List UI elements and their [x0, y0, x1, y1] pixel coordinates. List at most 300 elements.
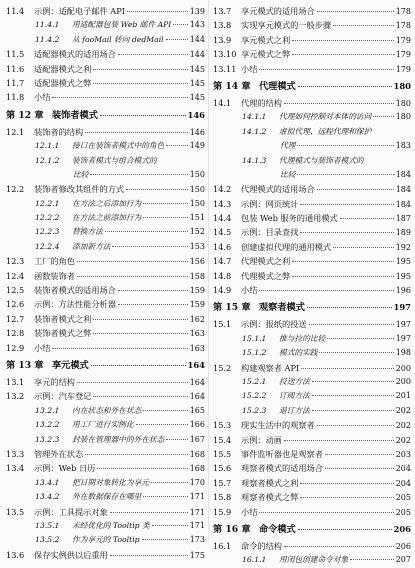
chapter-entry[interactable] — [213, 297, 411, 317]
entry-number: 13.3 — [6, 448, 25, 459]
dot-leader — [93, 83, 187, 84]
entry-page-number: 145 — [189, 64, 205, 74]
dot-leader — [143, 203, 188, 204]
entry-page-number: 145 — [189, 93, 205, 103]
entry-number: 15.9 — [213, 506, 232, 517]
entry-number: 11.5 — [6, 49, 25, 60]
dot-leader — [152, 525, 188, 526]
entry-number: 14.2 — [213, 184, 232, 195]
dot-leader — [298, 86, 392, 87]
entry-number: 14.5 — [213, 227, 232, 238]
entry-title: 小结 — [241, 506, 258, 517]
toc-entry[interactable] — [213, 168, 411, 182]
dot-leader — [100, 115, 186, 116]
dot-leader — [298, 529, 392, 530]
entry-title: 适配器模式的适用场合 — [34, 49, 116, 60]
dot-leader — [166, 145, 187, 146]
entry-number: 13.11 — [213, 63, 237, 74]
entry-page-number: 173 — [189, 535, 205, 545]
entry-page-number: 184 — [395, 185, 411, 195]
entry-page-number: 179 — [395, 64, 411, 74]
toc-entry[interactable] — [6, 62, 205, 76]
dot-leader — [325, 468, 394, 469]
entry-title: 示例：Web 日历 — [34, 463, 96, 474]
dot-leader — [118, 290, 188, 291]
entry-number: 14.1.3 — [242, 155, 267, 165]
toc-entry[interactable] — [213, 33, 411, 47]
dot-leader — [319, 352, 393, 353]
entry-page-number: 146 — [189, 127, 205, 137]
dot-leader — [166, 439, 187, 440]
toc-entry[interactable] — [6, 418, 205, 432]
entry-title: 适配器模式之弊 — [34, 77, 92, 88]
chapter-entry[interactable] — [213, 519, 411, 539]
entry-page-number: 200 — [395, 363, 411, 373]
entry-title: 代理模式之利 — [241, 256, 291, 267]
entry-title: 函数装饰者 — [34, 270, 75, 281]
toc-entry[interactable] — [6, 505, 205, 519]
entry-title: 用工厂进行实例化 — [72, 420, 134, 430]
entry-title: 装饰者模式的适用场合 — [34, 285, 116, 296]
dot-leader — [284, 546, 394, 547]
toc-entry[interactable] — [213, 254, 411, 268]
entry-number: 15.4 — [213, 434, 232, 445]
entry-page-number: 178 — [395, 21, 411, 31]
dot-leader — [52, 348, 187, 349]
toc-entry[interactable] — [213, 211, 411, 225]
entry-page-number: 195 — [395, 257, 411, 267]
entry-page-number: 144 — [189, 50, 205, 60]
toc-entry[interactable] — [6, 519, 205, 533]
toc-entry[interactable] — [6, 404, 205, 418]
dot-leader — [173, 24, 187, 25]
toc-entry[interactable] — [6, 447, 205, 461]
toc-entry[interactable] — [6, 312, 205, 326]
toc-entry[interactable] — [213, 389, 411, 403]
entry-title: 示例：目录查找 — [241, 227, 299, 238]
entry-title: 示例：汽车登记 — [34, 391, 92, 402]
toc-entry[interactable] — [213, 18, 411, 32]
dot-leader — [143, 496, 188, 497]
entry-number: 13.4.2 — [35, 492, 60, 502]
entry-title: 保存实例供以后重用 — [34, 549, 108, 560]
entry-number: 14.1.2 — [242, 126, 267, 136]
dot-leader — [90, 174, 187, 175]
toc-entry[interactable] — [6, 125, 205, 139]
dot-leader — [143, 410, 188, 411]
entry-title: 示例：方法性能分析器 — [34, 299, 116, 310]
dot-leader — [292, 40, 394, 41]
dot-leader — [373, 116, 393, 117]
dot-leader — [340, 218, 394, 219]
entry-number: 12.5 — [6, 285, 25, 296]
toc-entry[interactable] — [213, 283, 411, 297]
toc-entry[interactable] — [6, 225, 205, 239]
toc-entry[interactable] — [6, 341, 205, 355]
entry-page-number: 189 — [395, 228, 411, 238]
dot-leader — [312, 410, 394, 411]
toc-entry[interactable] — [213, 404, 411, 418]
toc-entry[interactable] — [6, 461, 205, 475]
dot-leader — [333, 247, 394, 248]
entry-title: 装饰者模式 — [52, 109, 98, 121]
dot-leader — [312, 395, 394, 396]
entry-page-number: 206 — [393, 523, 411, 534]
dot-leader — [112, 246, 187, 247]
dot-leader — [93, 69, 187, 70]
toc-entry[interactable] — [6, 182, 205, 196]
toc-entry[interactable] — [213, 539, 411, 553]
toc-entry[interactable] — [213, 4, 411, 18]
entry-page-number: 200 — [395, 376, 411, 386]
entry-number: 13.2 — [6, 391, 25, 402]
toc-entry[interactable] — [213, 317, 411, 331]
entry-number: 13.10 — [213, 49, 237, 60]
entry-title: 虚拟代理、远程代理和保护 — [279, 126, 372, 136]
toc-entry[interactable] — [213, 62, 411, 76]
entry-title: 享元的结构 — [34, 376, 75, 387]
entry-page-number: 195 — [395, 271, 411, 281]
dot-leader — [309, 324, 394, 325]
toc-entry[interactable] — [213, 346, 411, 360]
entry-page-number: 192 — [395, 242, 411, 252]
entry-page-number: 202 — [395, 405, 411, 415]
toc-entry[interactable] — [213, 418, 411, 432]
entry-title: 退订方法 — [279, 405, 310, 415]
entry-title: 小结 — [241, 285, 258, 296]
entry-title: 适配器模式之利 — [34, 63, 92, 74]
entry-number: 15.2.2 — [242, 391, 267, 401]
toc-entry[interactable] — [6, 47, 205, 61]
toc-entry[interactable] — [6, 240, 205, 254]
entry-page-number: 198 — [395, 348, 411, 358]
entry-title: 装饰者的结构 — [34, 126, 84, 137]
entry-title: 在方法之前添加行为 — [72, 213, 142, 223]
toc-entry[interactable] — [213, 461, 411, 475]
entry-page-number: 164 — [189, 377, 205, 387]
dot-leader — [350, 559, 394, 560]
entry-page-number: 203 — [395, 449, 411, 459]
toc-entry[interactable] — [213, 332, 411, 346]
entry-number: 13.2.2 — [35, 420, 60, 430]
entry-number: 13.6 — [6, 549, 25, 560]
entry-number: 15.5 — [213, 448, 232, 459]
entry-page-number: 146 — [187, 109, 205, 120]
toc-entry[interactable] — [213, 96, 411, 110]
toc-entry[interactable] — [6, 211, 205, 225]
dot-leader — [77, 382, 188, 383]
toc-entry[interactable] — [6, 297, 205, 311]
entry-page-number: 163 — [189, 329, 205, 339]
dot-leader — [91, 365, 186, 366]
entry-title: 示例：报纸的投送 — [241, 319, 307, 330]
entry-number: 12.1.2 — [35, 155, 60, 165]
entry-number: 12.6 — [6, 299, 25, 310]
entry-page-number: 197 — [395, 320, 411, 330]
entry-page-number: 150 — [189, 169, 205, 179]
entry-number: 12.1 — [6, 126, 25, 137]
entry-page-number: 166 — [189, 420, 205, 430]
entry-title: 外在数据保存在哪里 — [72, 492, 142, 502]
entry-page-number: 153 — [189, 241, 205, 251]
toc-entry[interactable] — [6, 476, 205, 490]
entry-title: 观察者模式 — [259, 302, 305, 314]
entry-title: 添加新方法 — [72, 241, 111, 251]
dot-leader — [126, 189, 188, 190]
dot-leader — [333, 25, 394, 26]
entry-number: 12.2.2 — [35, 213, 60, 223]
dot-leader — [151, 482, 188, 483]
entry-page-number: 204 — [395, 464, 411, 474]
entry-title: 命令模式 — [259, 523, 296, 535]
entry-number: 13.5 — [6, 506, 25, 517]
entry-page-number: 158 — [189, 271, 205, 281]
dot-leader — [105, 231, 188, 232]
entry-number: 14.1 — [213, 97, 232, 108]
entry-number: 15.1.1 — [242, 333, 267, 343]
dot-leader — [110, 555, 188, 556]
entry-page-number: 197 — [395, 333, 411, 343]
entry-number: 12.2.1 — [35, 198, 60, 208]
toc-entry[interactable] — [6, 139, 205, 153]
entry-title: 装饰者模式之弊 — [34, 328, 92, 339]
entry-page-number: 187 — [395, 214, 411, 224]
toc-entry[interactable] — [213, 154, 411, 168]
toc-entry[interactable] — [6, 33, 205, 47]
entry-number: 15.2.1 — [242, 376, 267, 386]
entry-number: 第 13 章 — [6, 359, 44, 371]
entry-number: 13.4 — [6, 463, 25, 474]
dot-leader — [110, 512, 188, 513]
entry-title: 代理模式 — [259, 80, 296, 92]
entry-number: 14.7 — [213, 256, 232, 267]
entry-number: 12.2 — [6, 184, 25, 195]
dot-leader — [300, 232, 393, 233]
dot-leader — [77, 276, 188, 277]
entry-title: 享元模式 — [52, 359, 89, 371]
toc-entry[interactable] — [6, 154, 205, 168]
toc-entry[interactable] — [213, 505, 411, 519]
entry-page-number: 180 — [395, 112, 411, 122]
toc-entry[interactable] — [213, 47, 411, 61]
dot-leader — [284, 103, 394, 104]
dot-leader — [127, 11, 188, 12]
toc-entry[interactable] — [6, 375, 205, 389]
toc-entry[interactable] — [213, 110, 411, 124]
toc-entry[interactable] — [6, 168, 205, 182]
toc-entry[interactable] — [6, 90, 205, 104]
dot-leader — [292, 261, 394, 262]
entry-number: 16.1.1 — [242, 555, 267, 565]
toc-entry[interactable] — [6, 4, 205, 18]
entry-title: 创建虚拟代理的通用模式 — [241, 241, 332, 252]
entry-page-number: 171 — [189, 520, 205, 530]
entry-page-number: 184 — [395, 199, 411, 209]
chapter-entry[interactable] — [6, 105, 205, 125]
toc-entry[interactable] — [213, 225, 411, 239]
entry-page-number: 159 — [189, 286, 205, 296]
toc-entry[interactable] — [213, 476, 411, 490]
entry-title: 比较 — [73, 169, 89, 179]
toc-entry[interactable] — [6, 254, 205, 268]
entry-page-number: 144 — [189, 34, 205, 44]
toc-entry[interactable] — [213, 240, 411, 254]
entry-number: 13.2.1 — [35, 405, 60, 415]
toc-entry[interactable] — [213, 375, 411, 389]
entry-number: 13.5.2 — [35, 535, 60, 545]
toc-entry[interactable] — [6, 18, 205, 32]
toc-entry[interactable] — [6, 326, 205, 340]
entry-title: 实现享元模式的一般步骤 — [241, 20, 332, 31]
entry-number: 13.7 — [213, 6, 232, 16]
toc-entry[interactable] — [6, 533, 205, 547]
entry-number: 12.1.1 — [35, 141, 60, 151]
dot-leader — [300, 204, 393, 205]
entry-page-number: 205 — [395, 493, 411, 503]
toc-entry[interactable] — [213, 447, 411, 461]
entry-title: 工厂的角色 — [34, 256, 75, 267]
entry-page-number: 139 — [189, 7, 205, 16]
entry-page-number: 170 — [189, 477, 205, 487]
entry-number: 14.3 — [213, 198, 232, 209]
entry-page-number: 149 — [189, 141, 205, 151]
dot-leader — [77, 261, 188, 262]
dot-leader — [317, 425, 394, 426]
entry-page-number: 150 — [189, 185, 205, 195]
toc-entry[interactable] — [213, 361, 411, 375]
toc-entry[interactable] — [6, 197, 205, 211]
entry-number: 15.8 — [213, 492, 232, 503]
entry-number: 12.2.4 — [35, 241, 60, 251]
toc-entry[interactable] — [6, 283, 205, 297]
entry-page-number: 171 — [189, 492, 205, 502]
chapter-entry[interactable] — [6, 355, 205, 375]
entry-title: 观察者模式之弊 — [241, 492, 299, 503]
dot-leader — [307, 307, 392, 308]
entry-page-number: 179 — [395, 35, 411, 45]
toc-entry[interactable] — [213, 490, 411, 504]
entry-number: 12.8 — [6, 328, 25, 339]
entry-page-number: 150 — [189, 198, 205, 208]
entry-page-number: 205 — [395, 507, 411, 517]
entry-number: 11.6 — [6, 63, 25, 74]
entry-number: 11.8 — [6, 92, 25, 103]
entry-title: 观察者模式的适用场合 — [241, 463, 323, 474]
entry-page-number: 179 — [395, 50, 411, 60]
entry-number: 13.1 — [6, 376, 25, 387]
entry-number: 15.2 — [213, 362, 232, 373]
entry-page-number: 184 — [395, 169, 411, 179]
column-divider — [208, 0, 209, 541]
toc-entry[interactable] — [213, 433, 411, 447]
dot-leader — [317, 189, 394, 190]
chapter-entry[interactable] — [213, 76, 411, 96]
entry-title: 装饰者修改其组件的方式 — [34, 184, 125, 195]
entry-page-number: 180 — [393, 80, 411, 91]
dot-leader — [312, 381, 394, 382]
entry-page-number: 168 — [189, 449, 205, 459]
dot-leader — [292, 276, 394, 277]
dot-leader — [118, 54, 188, 55]
entry-title: 内在状态和外在状态 — [72, 405, 142, 415]
entry-title: 享元模式之弊 — [241, 49, 291, 60]
entry-page-number: 204 — [395, 478, 411, 488]
entry-title: 命令的结构 — [241, 540, 282, 551]
dot-leader — [97, 468, 187, 469]
entry-title: 享元模式的适用场合 — [241, 6, 315, 16]
entry-title: 作为享元的 Tooltip — [72, 535, 140, 545]
toc-entry[interactable] — [213, 269, 411, 283]
entry-number: 12.9 — [6, 342, 25, 353]
entry-page-number: 175 — [189, 550, 205, 560]
entry-title: 比较 — [280, 169, 296, 179]
entry-title: 管理外在状态 — [34, 448, 84, 459]
entry-title: 小结 — [34, 342, 51, 353]
dot-leader — [85, 454, 188, 455]
entry-number: 第 15 章 — [213, 302, 251, 314]
dot-leader — [300, 497, 393, 498]
toc-entry[interactable] — [6, 548, 205, 562]
entry-number: 13.2.3 — [35, 434, 60, 444]
entry-page-number: 183 — [395, 141, 411, 151]
entry-title: 小结 — [34, 92, 51, 103]
toc-entry[interactable] — [213, 139, 411, 153]
entry-title: 现实生活中的观察者 — [241, 420, 315, 431]
entry-number: 12.4 — [6, 270, 25, 281]
entry-title: 代理 — [280, 141, 296, 151]
toc-entry[interactable] — [6, 76, 205, 90]
entry-page-number: 202 — [395, 421, 411, 431]
entry-number: 第 16 章 — [213, 523, 251, 535]
entry-title: 示例：适配电子邮件 API — [34, 6, 125, 16]
dot-leader — [292, 54, 394, 55]
toc-entry[interactable] — [6, 389, 205, 403]
toc-entry[interactable] — [6, 269, 205, 283]
toc-entry[interactable] — [213, 553, 411, 567]
entry-number: 15.6 — [213, 463, 232, 474]
entry-page-number: 207 — [395, 555, 411, 565]
entry-title: 代理的结构 — [241, 97, 282, 108]
entry-number: 13.4.1 — [35, 477, 60, 487]
dot-leader — [142, 539, 188, 540]
entry-title: 享元模式之利 — [241, 34, 291, 45]
toc-entry[interactable] — [213, 182, 411, 196]
toc-entry[interactable] — [6, 433, 205, 447]
dot-leader — [52, 97, 187, 98]
entry-title: 代理模式的适用场合 — [241, 184, 315, 195]
dot-leader — [297, 174, 393, 175]
entry-number: 14.8 — [213, 270, 232, 281]
entry-page-number: 156 — [189, 257, 205, 267]
entry-title: 模式的实践 — [279, 348, 318, 358]
entry-title: 推与拉的比较 — [279, 333, 326, 343]
toc-entry[interactable] — [6, 490, 205, 504]
toc-entry[interactable] — [213, 125, 411, 139]
entry-title: 从 fooMail 转向 dedMail — [72, 34, 164, 44]
entry-number: 13.5.1 — [35, 520, 60, 530]
entry-number: 12.7 — [6, 313, 25, 324]
entry-title: 示例：工具提示对象 — [34, 506, 108, 517]
entry-page-number: 152 — [189, 227, 205, 237]
entry-title: 事件监听器也是观察者 — [241, 448, 323, 459]
entry-page-number: 206 — [395, 541, 411, 551]
entry-page-number: 151 — [189, 213, 205, 223]
dot-leader — [327, 338, 394, 339]
entry-number: 12.3 — [6, 256, 25, 267]
toc-left-column — [6, 4, 205, 562]
entry-number: 11.4.2 — [35, 34, 60, 44]
toc-entry[interactable] — [213, 197, 411, 211]
